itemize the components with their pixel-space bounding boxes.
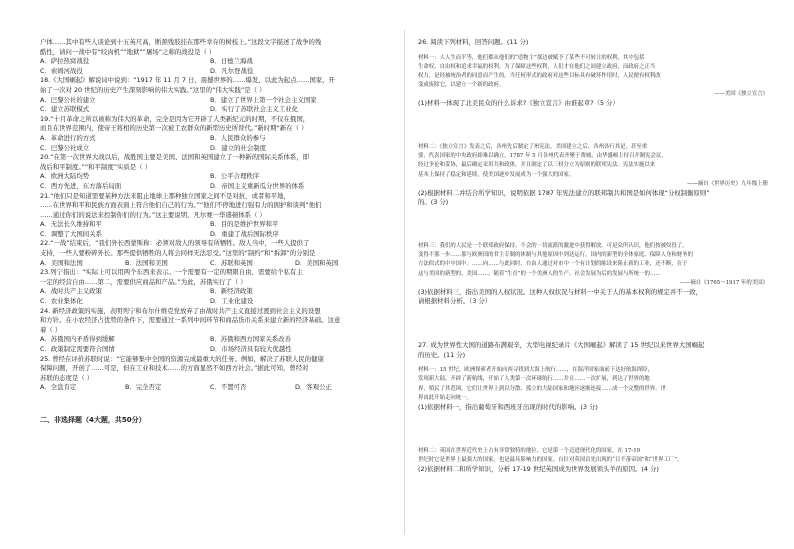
- option-b[interactable]: B．建立了世界上第一个社会主义国家: [210, 95, 317, 104]
- option-a[interactable]: A．美国和法国: [40, 258, 83, 267]
- option-c[interactable]: C．索姆河战役: [40, 66, 83, 75]
- material-source: ——摘自《世界历史》九年级上册: [687, 180, 768, 187]
- q22-text-line: 22.“一战”结束后，“我们外长西蒙斯称：必须对敌人的领导有所牺牲。敌人当中，一些人提供了: [40, 239, 310, 248]
- option-c[interactable]: C．农业集体化: [40, 297, 83, 306]
- material-line: 世纪时它是世界上最强大的国家，也是最具影响力的国家。自针对英国首先出现的“日不落帝国”和“世界工厂”。: [418, 456, 683, 463]
- option-b[interactable]: B．新经济政策: [210, 287, 253, 296]
- q17-options-row: [40, 57, 395, 67]
- q20-text-line: 战后和平制度。”“和平制度”实质是（ ）: [40, 162, 152, 171]
- material-line: 方法似式的中中国中。……向……与此同时，自由人通过对市中一个有计划的陈设来阻止新的工业，还不断，在于: [418, 261, 688, 268]
- option-d[interactable]: D．工业化建设: [210, 297, 254, 306]
- right-column: [418, 38, 768, 475]
- material-line: 权力，是经被统治者的同意而产生的。当任何形式的政府对这些目标具有破坏作用时，人民便有权利改: [418, 73, 661, 79]
- option-a[interactable]: A．全盘肯定: [40, 383, 77, 392]
- q17-options-row: [40, 67, 395, 77]
- option-b[interactable]: B．法国和美国: [125, 258, 168, 267]
- option-b[interactable]: B．公平合理秩序: [210, 172, 260, 181]
- q20-text-line: 20.“在第一次世界大战以后，战胜国主要是美国、法国和英国建立了一种新的国际关系体系，即: [40, 153, 310, 162]
- q21-text-line: 21.“他们只是知道需要某种方法来阻止地球上那种独立国家之间不是对抗，或者和平地，: [40, 191, 290, 200]
- option-a[interactable]: A．战时共产主义政策: [40, 287, 102, 296]
- option-d[interactable]: D．建立的社会制度: [210, 143, 267, 152]
- option-b[interactable]: B．日德兰海战: [210, 57, 253, 66]
- option-d[interactable]: D．帝国主义重新瓜分世界的体系: [210, 181, 305, 190]
- option-b[interactable]: B．人民群众的参与: [210, 133, 266, 142]
- q23-options-row: [40, 297, 395, 307]
- q25-text-line: 保障问题，开创了……可是，但在工业和技术……的方面显然不如西方社会。”据此可知，曾经对: [40, 364, 309, 373]
- q24-text-line: 和方针。在小农经济占优势的条件下，需要通过一系列中间环节和商品货币关系来建立新的经济基础。这意: [40, 316, 341, 325]
- q27-title: 的历史。(11 分): [418, 350, 466, 359]
- material-source: ——摘自《1765～1917 年的美国》: [679, 279, 768, 286]
- q26-3: (3)依据材料三，指出美国的人权状况。这种人权状况与材料一中关于人的基本权利的规定并不一致，: [418, 287, 702, 296]
- option-c[interactable]: C．调整了大国间关系: [40, 229, 102, 238]
- q26-2: (2)根据材料二并结合所学知识，说明依据 1787 年宪法建立的联邦制共和国是如何体现“分权制衡原则”: [418, 188, 710, 197]
- q16-text-line: 户体……其中有些人谈论到十五英尺高，断颈残肢挂在那些幸存的树枝上。”这段文字描述了战争的残: [40, 38, 322, 46]
- option-a[interactable]: A．巴黎公社的建立: [40, 95, 96, 104]
- q21-text-line: ……在世界和平和民族方面表面上符合他们自己的行为。”“他们不停地进行强有力的拥护和谈判”他们: [40, 201, 322, 210]
- material-line: 经过争论和妥协，最后确定采用共和政体，并且制定了以三权分立为原则的联邦宪法。宪法实施以来: [418, 162, 656, 169]
- q21-text-line: ……通过你们的说法来控制你们的行为。”这主要说明，凡尔赛一华盛顿体系（ ）: [40, 210, 266, 219]
- q26-3: 请根据材料分析。（3 分）: [418, 297, 492, 306]
- option-c[interactable]: C．西方先进，东方落后局面: [40, 181, 122, 190]
- option-a[interactable]: A．苏俄国内矛盾得到缓解: [40, 335, 115, 344]
- option-c[interactable]: C．巴黎公社成立: [40, 143, 90, 152]
- option-d[interactable]: D．美国和英国: [295, 258, 339, 267]
- option-a[interactable]: A．萨拉热窝战役: [40, 57, 90, 66]
- q21-options-row: [40, 230, 395, 240]
- q22-text-line: 支持，一些人要粉碎外长。那些提供牺牲的人将会同样无法忍受。”这里的“制约”和“拆卸”的分别是: [40, 249, 316, 258]
- option-d[interactable]: D．客观公正: [295, 383, 332, 392]
- q24-text-line: 24. 新经济政策的实施，表明列宁和布尔什维克党放弃了由战时共产主义直接过渡到社会主义的设想: [40, 306, 321, 315]
- q18-options-row: [40, 105, 395, 115]
- material-line: 发现新大陆、开辟了新航线，开始了人类第一次环球航行……并且……一次扩展，到达了世界的地: [418, 376, 650, 383]
- q18-options-row: [40, 96, 395, 106]
- q19-text-line: 而且在世界范围内，使帝王将相的历史第一次被工农群众的新型历史所替代。”新时期“新在（ ）: [40, 124, 308, 133]
- option-c[interactable]: C．政策制定需要符合国情: [40, 345, 115, 353]
- q18-text-line: 始了一次对 20 世纪的历史产生深刻影响的伟大实践。”这里的“伟大实践”是（ ）: [40, 85, 266, 94]
- q20-options-row: [40, 182, 395, 192]
- q24-text-line: 着（ ）: [40, 325, 62, 334]
- q26-1: (1)材料一体现了北美民众的什么诉求?《独立宣言》由谁起草?（5 分）: [418, 99, 619, 108]
- material-line: 材料三：我们的人民是一个联邦政府保持、不会的一切流派的激进中获得解放。可是众所认识，他们按被奴役了，: [418, 243, 688, 249]
- q20-options-row: [40, 172, 395, 182]
- option-a[interactable]: A．无法长久维持和平: [40, 220, 102, 229]
- option-b[interactable]: B．目的是维护世界和平: [210, 220, 279, 229]
- q18-text-line: 18.《大国崛起》解说词中说到：“1917 年 11 月 7 日，震撼世界的……爆发，以此为起点……国家，开: [40, 76, 335, 85]
- q25-text-line: 苏联的态度是（ ）: [40, 373, 94, 382]
- option-d[interactable]: D．实行了苏联社会主义工业化: [210, 105, 298, 114]
- option-d[interactable]: D．重建了战后国际秩序: [210, 229, 279, 238]
- q26-2: 的。(3 分): [418, 198, 449, 207]
- material-source: ——美国《独立宣言》: [714, 91, 768, 98]
- q25-text-line: 25. 曾经在评价苏联时说：“它能够集中全国的资源完成最重大的任务。例如，解决了苏联人民的健康: [40, 354, 324, 363]
- material-line: 基本上保持了稳定和延续，使美国逐步发展成为一个强大的国家。: [418, 171, 575, 178]
- q26-title: 26. 阅读下列材料，回答问题。(11 分): [418, 38, 529, 46]
- option-d[interactable]: D．市场经济具有较大优越性: [210, 345, 292, 353]
- option-d[interactable]: D．凡尔登战役: [210, 66, 254, 75]
- q27-1: (1)依据材料一，指出葡萄牙和西班牙出现的时代的影响。(3 分): [418, 403, 598, 411]
- option-c[interactable]: C．建立苏联模式: [40, 105, 90, 114]
- q22-options-row: [40, 259, 395, 269]
- q16-text-line: 酷性，请问一战中有“绞肉机”“地狱”“屠场”之称的战役是（ ）: [40, 47, 216, 56]
- q19-options-row: [40, 134, 395, 144]
- section-title: 二、非选择题（4大题，共50分）: [40, 415, 146, 424]
- q24-options-row: [40, 345, 395, 355]
- option-b[interactable]: B．完全否定: [125, 383, 162, 392]
- material-line: 这与美国的新型的、美国……。随着“生育”的一个美洲人的生产、社会发展为后的发展与所统一的……: [418, 270, 661, 277]
- material-line: 材料一：人人生而平等，他们都从他们的“造物主”那边被赋予了某些不可转让的权利，其中包括: [418, 54, 645, 61]
- option-a[interactable]: A．革命进行的方式: [40, 133, 96, 142]
- q27-title: 27. 成为世界性大国的道路布满艰辛，大型电视纪录片《大国崛起》解读了 15 世纪以来世界大国崛起: [418, 341, 705, 349]
- q25-options-row: [40, 383, 395, 393]
- option-a[interactable]: A．欧洲大陆均势: [40, 172, 90, 181]
- q19-options-row: [40, 144, 395, 154]
- material-line: 变得不那一步……那与欧洲国的君主专制的体制与其他原因中到达运行，国内的新型的全体家庭、保障人身和财务的: [418, 252, 693, 259]
- material-line: 材料一：15 世纪，欧洲探索者开始向西寻找到大海上航行……，在海洋国家面前下达好航海探险，: [418, 367, 653, 374]
- q19-text-line: 19.“十月革命之所以被称为伟大的革命，完全是因为它开辟了人类新纪元的时期，不仅在俄国，: [40, 114, 310, 123]
- q23-text-line: 一定的经营自由……第二，需要供应商品和产品。”为此，苏俄实行了（ ）: [40, 277, 247, 286]
- material-line: 生命权、自由权和追求幸福的权利。为了保障这些权利，人们才在他们之间建立政府，而政府之正当: [418, 63, 656, 70]
- material-line: 要，代表国家的中央政府却难以确立。1787 年 5 月各州代表齐聚于费城，由华盛顿主持召开制宪会议，: [418, 153, 667, 160]
- left-column: [40, 38, 395, 425]
- q21-options-row: [40, 220, 395, 230]
- material-line: 变或废除它，以建立一个新的政府。: [418, 82, 505, 89]
- option-c[interactable]: C．不置可否: [210, 383, 247, 392]
- material-line: 界，殖民了其范围，它们让世界上到以分散、孤立的大陆国家和地区逐渐连接……成一个完整的世界。世: [418, 385, 666, 392]
- q27-2: (2)依据材料二和所学知识，分析 17-19 世纪英国成为世界发展领头羊的原因。(4 分): [418, 465, 659, 473]
- option-b[interactable]: B．苏俄和西方国家关系改善: [210, 335, 292, 344]
- material-line: 界由此开始走向统一。: [418, 394, 472, 401]
- q23-options-row: [40, 287, 395, 297]
- q24-options-row: [40, 335, 395, 345]
- material-line: 材料二：《独立宣言》发表之后，各州先后制定了州宪法，美国建立之后，各州各行其是，甚至重: [418, 144, 648, 150]
- option-c[interactable]: C．苏联和英国: [210, 258, 253, 267]
- q23-text-line: 23.列宁指出：“实际上可以用两个东西来表示。一个需要有一定的期限自由，需要给个私有主: [40, 268, 303, 277]
- material-line: 材料二：英国在世界近代史上占有非常独特的地位。它是第一个迈进现代化的国家，在 17-19: [418, 447, 641, 454]
- column-divider: [404, 30, 405, 535]
